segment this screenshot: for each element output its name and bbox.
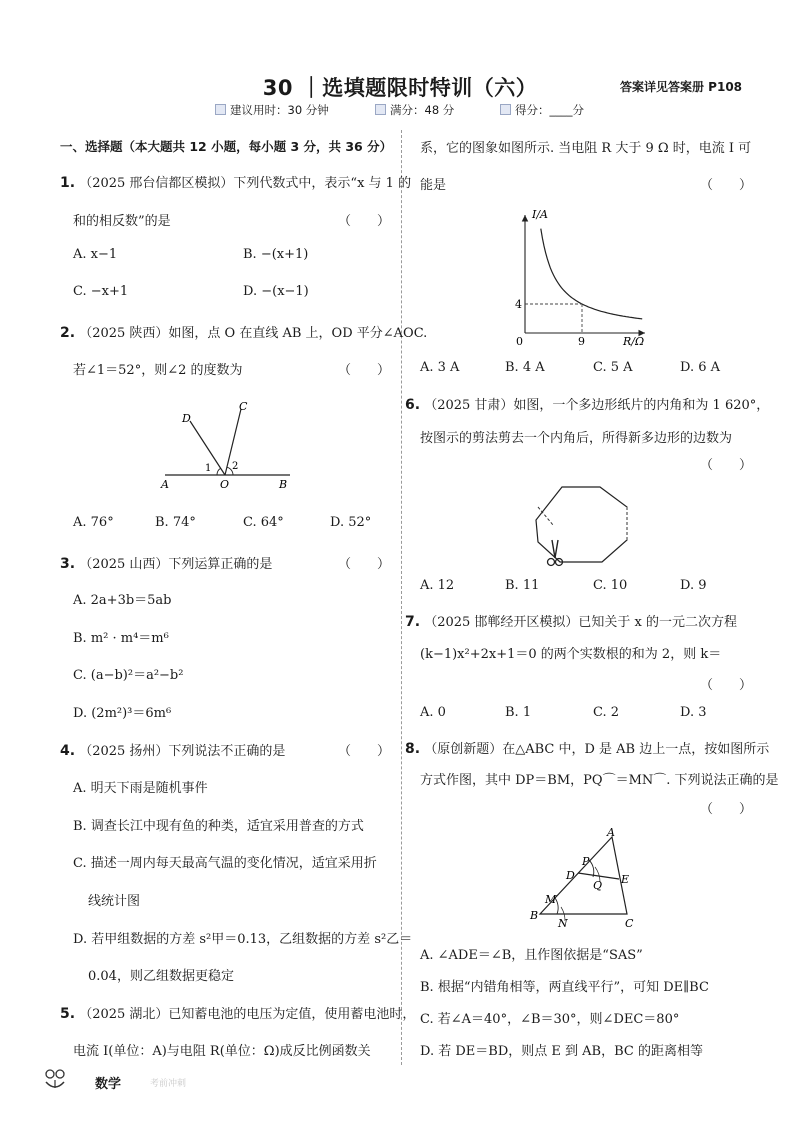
question-3	[60, 553, 272, 572]
option-d: D. (2m²)³＝6m⁶	[73, 706, 172, 721]
pen-icon	[500, 104, 511, 115]
question-number: 6.	[405, 397, 421, 413]
option-c: C. 64°	[243, 515, 284, 530]
label-angle-1: 1	[205, 463, 212, 474]
option-d-cont: 0.04，则乙组数据更稳定	[88, 969, 234, 984]
option-b: B. 11	[505, 578, 540, 593]
option-d: D. 3	[680, 705, 707, 720]
question-number: 5.	[60, 1006, 76, 1022]
label-d: D	[566, 869, 575, 882]
earned-score-text: 得分：____分	[515, 103, 584, 117]
hyperbola-curve	[541, 229, 642, 319]
question-text-cont: 和的相反数”的是	[73, 214, 171, 229]
label-n: N	[558, 917, 568, 930]
option-a: A. 0	[420, 705, 446, 720]
triangle-figure	[525, 827, 650, 932]
question-5	[60, 1003, 415, 1022]
y-axis-label: I/A	[532, 208, 548, 221]
clock-icon	[215, 104, 226, 115]
label-m: M	[545, 893, 557, 906]
polygon-outline	[536, 487, 627, 562]
answer-bracket: （ ）	[700, 178, 753, 193]
section-title: 一、选择题（本大题共 12 小题，每小题 3 分，共 36 分）	[60, 139, 393, 154]
answer-reference: 答案详见答案册 P108	[620, 80, 743, 94]
option-c: C. 描述一周内每天最高气温的变化情况，适宜采用折	[73, 856, 377, 871]
option-d: D. 9	[680, 578, 707, 593]
question-number: 4.	[60, 743, 76, 759]
inverse-function-graph	[505, 205, 655, 350]
option-d: D. 若 DE＝BD，则点 E 到 AB，BC 的距离相等	[420, 1044, 703, 1059]
option-b: B. 根据“内错角相等，两直线平行”，可知 DE∥BC	[420, 980, 709, 995]
option-c: C. 10	[593, 578, 628, 593]
question-number: 8.	[405, 741, 421, 757]
label-angle-2: 2	[232, 461, 239, 472]
option-c: C. 2	[593, 705, 620, 720]
origin-label: 0	[516, 335, 523, 348]
question-number: 1.	[60, 175, 76, 191]
option-c: C. 若∠A＝40°，∠B＝30°，则∠DEC＝80°	[420, 1012, 680, 1027]
score-icon	[375, 104, 386, 115]
full-score-text: 满分：48 分	[390, 103, 455, 117]
option-c: C. −x+1	[73, 284, 129, 299]
question-8	[405, 738, 769, 757]
option-b: B. 1	[505, 705, 532, 720]
polygon-figure	[525, 480, 640, 575]
label-a: A	[607, 827, 615, 839]
question-text-cont: 方式作图，其中 DP＝BM，PQ⌒＝MN⌒. 下列说法正确的是	[420, 773, 779, 788]
option-a: A. 明天下雨是随机事件	[73, 781, 208, 796]
question-text: （2025 邢台信都区模拟）下列代数式中，表示“x 与 1 的	[79, 176, 412, 191]
mascot-icon	[42, 1066, 68, 1092]
label-b: B	[530, 909, 539, 922]
label-c: C	[239, 400, 248, 413]
question-7	[405, 611, 737, 630]
answer-bracket: （ ）	[338, 744, 391, 759]
question-number: 3.	[60, 556, 76, 572]
option-c-cont: 线统计图	[88, 894, 141, 909]
question-text: （2025 湖北）已知蓄电池的电压为定值，使用蓄电池时，	[79, 1007, 416, 1022]
suggested-time	[215, 102, 329, 118]
option-d: D. 52°	[330, 515, 372, 530]
column-divider	[401, 130, 402, 1065]
answer-bracket: （ ）	[700, 802, 753, 817]
option-a: A. x−1	[73, 247, 118, 262]
full-score	[375, 102, 454, 118]
option-b: B. 调查长江中现有鱼的种类，适宜采用普查的方式	[73, 819, 364, 834]
question-text-cont: 能是	[420, 178, 447, 193]
question-text: （2025 扬州）下列说法不正确的是	[79, 744, 286, 759]
option-a: A. 12	[420, 578, 455, 593]
label-q: Q	[593, 879, 603, 892]
angle-figure	[155, 395, 305, 490]
label-c: C	[625, 917, 634, 930]
option-d: D. −(x−1)	[243, 284, 309, 299]
question-text: （2025 陕西）如图，点 O 在直线 AB 上，OD 平分∠AOC.	[79, 326, 428, 341]
question-2	[60, 322, 427, 341]
option-b: B. −(x+1)	[243, 247, 309, 262]
question-text: （2025 邯郸经开区模拟）已知关于 x 的一元二次方程	[424, 615, 738, 630]
question-1	[60, 172, 411, 191]
answer-bracket: （ ）	[338, 557, 391, 572]
option-a: A. ∠ADE＝∠B，且作图依据是“SAS”	[420, 948, 643, 963]
question-text-cont: 电流 I(单位：A)与电阻 R(单位：Ω)成反比例函数关	[73, 1044, 371, 1059]
x-tick-label: 9	[578, 335, 585, 348]
option-a: A. 76°	[73, 515, 114, 530]
earned-score	[500, 102, 584, 118]
option-d: D. 6 A	[680, 360, 721, 375]
footer-subject: 数学	[95, 1077, 122, 1092]
option-a: A. 3 A	[420, 360, 460, 375]
question-6	[405, 394, 769, 413]
option-c: C. 5 A	[593, 360, 633, 375]
label-e: E	[621, 873, 630, 886]
answer-bracket: （ ）	[338, 363, 391, 378]
option-c: C. (a−b)²＝a²−b²	[73, 668, 184, 683]
label-o: O	[220, 478, 230, 490]
x-axis-label: R/Ω	[623, 335, 645, 348]
option-d: D. 若甲组数据的方差 s²甲＝0.13，乙组数据的方差 s²乙＝	[73, 932, 413, 947]
question-4	[60, 740, 285, 759]
suggested-time-text: 建议用时：30 分钟	[230, 103, 329, 117]
label-d: D	[182, 412, 191, 425]
option-a: A. 2a+3b＝5ab	[73, 593, 172, 608]
question-text-cont: 按图示的剪法剪去一个内角后，所得新多边形的边数为	[420, 431, 733, 446]
answer-bracket: （ ）	[338, 214, 391, 229]
y-tick-label: 4	[515, 298, 522, 311]
answer-bracket: （ ）	[700, 678, 753, 693]
option-b: B. 4 A	[505, 360, 545, 375]
cut-line	[538, 507, 553, 525]
question-text-cont: 若∠1＝52°，则∠2 的度数为	[73, 363, 243, 378]
label-p: P	[582, 855, 590, 868]
footer-watermark: 考前冲刺	[150, 1079, 187, 1089]
question-text-cont: (k−1)x²+2x+1＝0 的两个实数根的和为 2，则 k＝	[420, 647, 722, 662]
label-b: B	[279, 478, 288, 490]
answer-bracket: （ ）	[700, 458, 753, 473]
question-text: （原创新题）在△ABC 中，D 是 AB 边上一点，按如图所示	[424, 742, 770, 757]
label-a: A	[161, 478, 169, 490]
question-number: 7.	[405, 614, 421, 630]
option-b: B. m² · m⁴＝m⁶	[73, 631, 169, 646]
question-text: （2025 甘肃）如图，一个多边形纸片的内角和为 1 620°，	[424, 398, 770, 413]
question-text-cont: 系，它的图象如图所示. 当电阻 R 大于 9 Ω 时，电流 I 可	[420, 141, 752, 156]
question-text: （2025 山西）下列运算正确的是	[79, 557, 273, 572]
option-b: B. 74°	[155, 515, 196, 530]
question-number: 2.	[60, 325, 76, 341]
page-title: 30 ｜选填题限时特训（六）	[262, 76, 538, 100]
